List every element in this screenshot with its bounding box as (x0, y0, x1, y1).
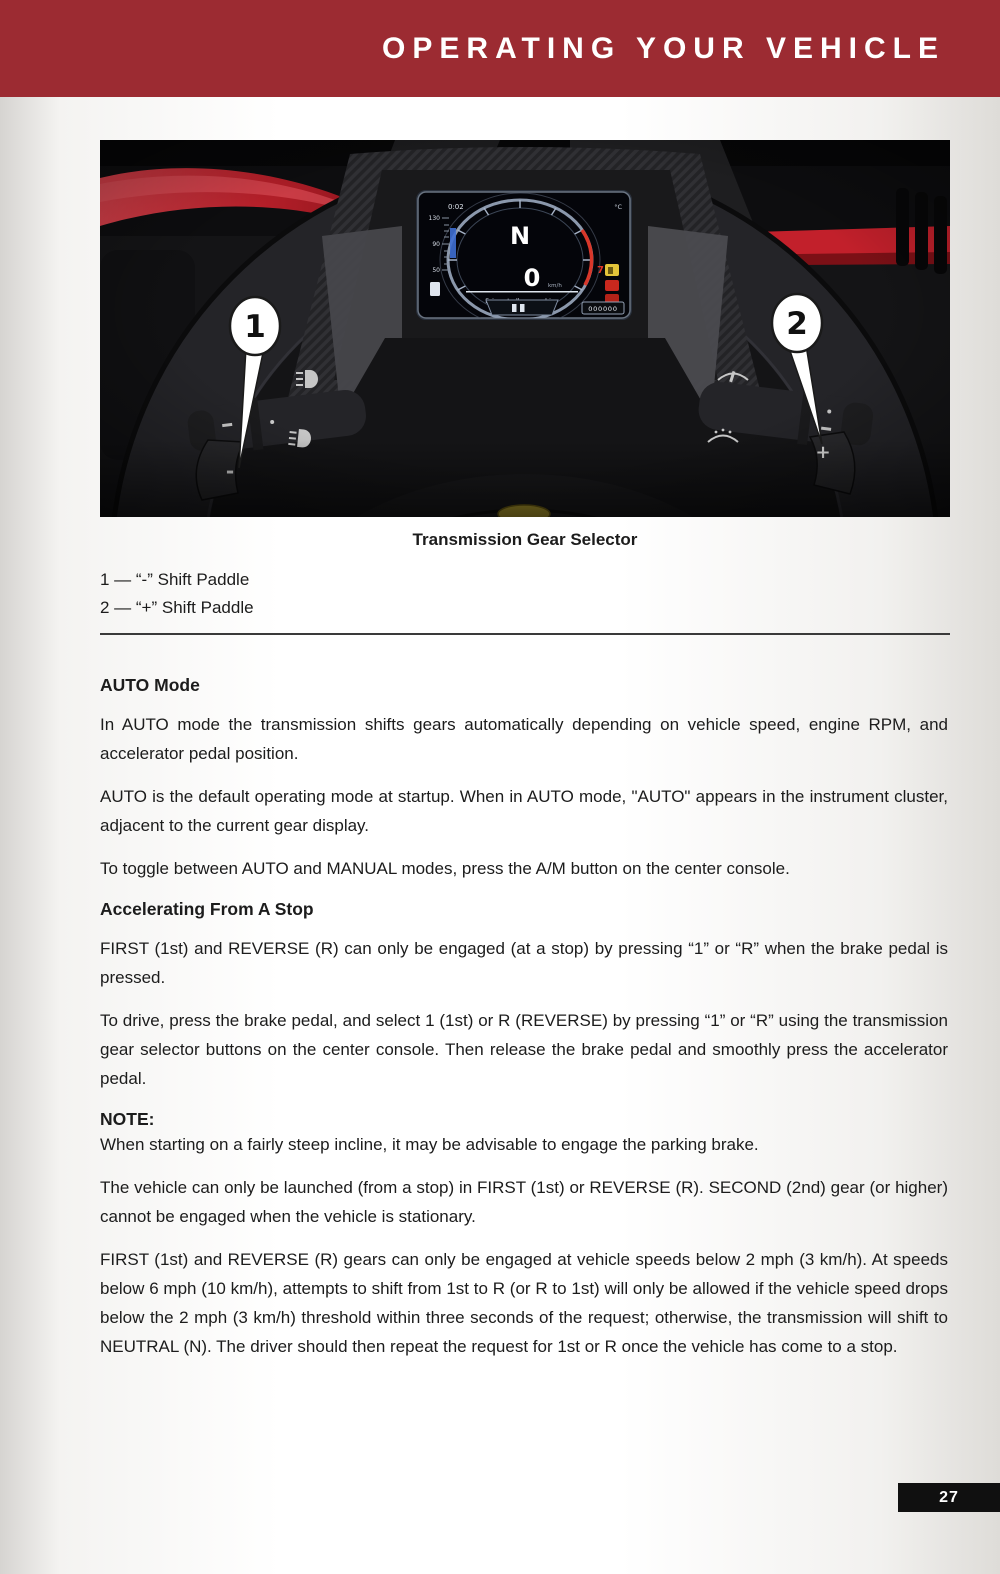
chapter-title: OPERATING YOUR VEHICLE (382, 31, 945, 65)
section-heading: Accelerating From A Stop (100, 899, 314, 919)
figure-caption: Transmission Gear Selector (412, 530, 638, 549)
paragraph: AUTO is the default operating mode at startup. When in AUTO mode, "AUTO" appears in the instrument cluster, adjacent to the current gear display. (100, 787, 948, 835)
section-heading: AUTO Mode (100, 675, 200, 695)
paragraph: To toggle between AUTO and MANUAL modes, press the A/M button on the center console. (100, 859, 790, 878)
paragraph: When starting on a fairly steep incline, it may be advisable to engage the parking brake. (100, 1135, 759, 1154)
paragraph: To drive, press the brake pedal, and select 1 (1st) or R (REVERSE) by pressing “1” or “R” using the transmission gear selector buttons on the center console. Then release the brake pedal and smoothly press the accelerator pedal. (100, 1011, 948, 1088)
section-accelerating (100, 899, 948, 1093)
figure-legend (100, 566, 950, 622)
section-note (100, 1109, 948, 1361)
section-auto-mode (100, 675, 948, 883)
legend-item-1: 1 — “-” Shift Paddle (100, 570, 250, 589)
callout-1-number: 1 (244, 309, 266, 345)
figure (100, 140, 950, 635)
paragraph: FIRST (1st) and REVERSE (R) gears can only be engaged at vehicle speeds below 2 mph (3 km/h). At speeds below 6 mph (10 km/h), attempts to shift from 1st to R (or R to 1st) will only be allowed if the vehicle speed drops below the 2 mph (3 km/h) threshold within three seconds of the request; otherwise, the transmission will shift to NEUTRAL (N). The driver should then repeat the request for 1st or R once the vehicle has come to a stop. (100, 1250, 948, 1356)
vehicle-photo (100, 140, 950, 517)
callout-2-number: 2 (786, 306, 808, 342)
chapter-header (0, 0, 1000, 97)
legend-item-2: 2 — “+” Shift Paddle (100, 598, 254, 617)
page-number: 27 (898, 1483, 1000, 1512)
paragraph: In AUTO mode the transmission shifts gears automatically depending on vehicle speed, engine RPM, and accelerator pedal position. (100, 715, 948, 763)
page-content (100, 675, 948, 1361)
section-heading: NOTE: (100, 1109, 155, 1129)
section-divider (100, 633, 950, 635)
paragraph: The vehicle can only be launched (from a stop) in FIRST (1st) or REVERSE (R). SECOND (2nd) gear (or higher) cannot be engaged when the vehicle is stationary. (100, 1178, 948, 1226)
paragraph: FIRST (1st) and REVERSE (R) can only be engaged (at a stop) by pressing “1” or “R” when the brake pedal is pressed. (100, 939, 948, 987)
